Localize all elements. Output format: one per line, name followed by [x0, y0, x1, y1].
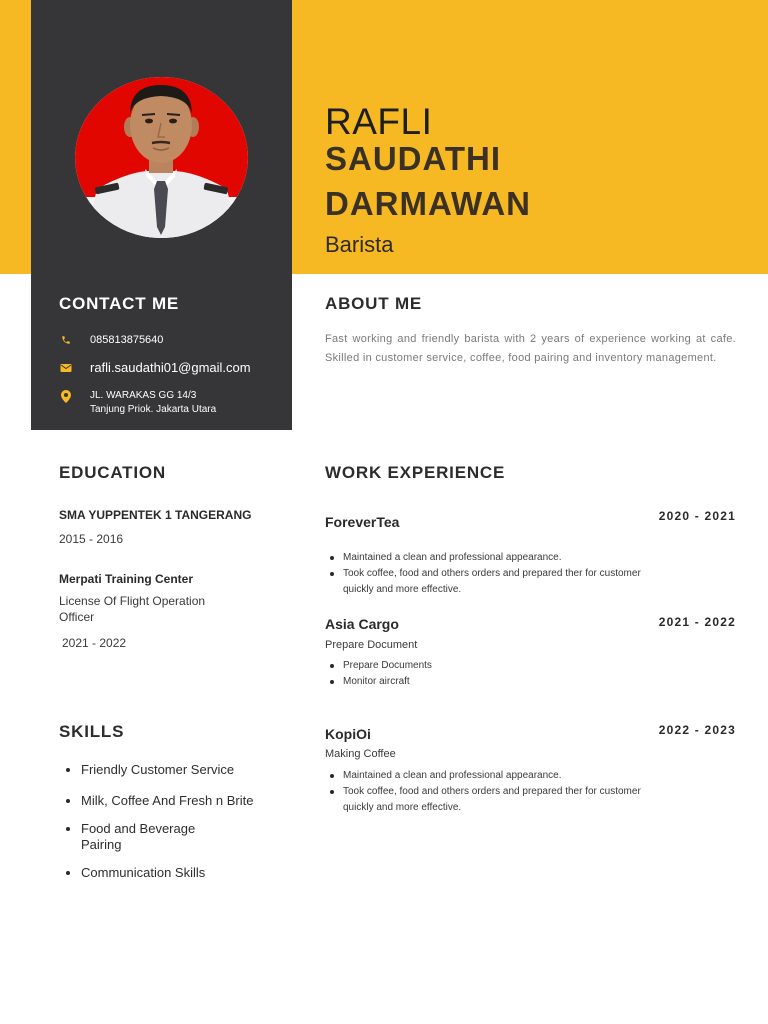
contact-heading: CONTACT ME	[59, 294, 180, 313]
job-company-1: ForeverTea	[325, 514, 400, 530]
skill-item: Friendly Customer Service	[64, 762, 274, 778]
education-program-2: License Of Flight Operation Officer	[59, 594, 206, 624]
about-text: Fast working and friendly barista with 2 years of experience working at cafe. Skilled in customer service, coffee, food pairing and inventory management.	[325, 333, 736, 364]
job-company-3: KopiOi	[325, 726, 371, 742]
education-years-2: 2021 - 2022	[62, 636, 127, 650]
work-heading: WORK EXPERIENCE	[325, 463, 506, 482]
skill-item: Communication Skills	[64, 865, 274, 881]
job-bullets-2	[325, 658, 645, 690]
list-item: Took coffee, food and others orders and prepared ther for customer quickly and more effective.	[325, 566, 645, 598]
job-years-3: 2022 - 2023	[658, 723, 736, 737]
about-heading: ABOUT ME	[325, 294, 423, 313]
job-title: Barista	[325, 232, 394, 257]
address-line-2: Tanjung Priok. Jakarta Utara	[90, 404, 217, 415]
first-name: RAFLI	[325, 101, 433, 142]
phone-icon	[59, 333, 73, 347]
location-pin-icon	[59, 389, 73, 403]
list-item: Maintained a clean and professional appearance.	[325, 550, 645, 566]
contact-email[interactable]: rafli.saudathi01@gmail.com	[90, 360, 251, 375]
skill-item: Food and Beverage Pairing	[64, 821, 224, 853]
contact-email-row	[59, 361, 251, 375]
contact-phone-row	[59, 333, 163, 347]
contact-phone[interactable]: 085813875640	[90, 334, 164, 346]
contact-address	[90, 389, 216, 417]
email-icon	[59, 361, 73, 375]
education-heading: EDUCATION	[59, 463, 166, 482]
job-years-1: 2020 - 2021	[658, 509, 736, 523]
list-item: Took coffee, food and others orders and prepared ther for customer quickly and more effective.	[325, 784, 645, 816]
list-item: Monitor aircraft	[325, 674, 645, 690]
list-item: Maintained a clean and professional appearance.	[325, 768, 645, 784]
job-bullets-1	[325, 550, 645, 598]
job-bullets-3	[325, 768, 645, 816]
address-line-1: JL. WARAKAS GG 14/3	[90, 390, 197, 401]
job-role-3: Making Coffee	[325, 748, 396, 760]
education-years-1: 2015 - 2016	[59, 532, 124, 546]
education-school-2: Merpati Training Center	[59, 572, 194, 586]
job-company-2: Asia Cargo	[325, 616, 399, 632]
job-years-2: 2021 - 2022	[658, 615, 736, 629]
skills-heading: SKILLS	[59, 722, 125, 741]
job-role-2: Prepare Document	[325, 639, 418, 651]
profile-photo	[75, 77, 248, 238]
education-school-1: SMA YUPPENTEK 1 TANGERANG	[59, 508, 252, 522]
last-name: SAUDATHI DARMAWAN	[325, 140, 531, 222]
list-item: Prepare Documents	[325, 658, 645, 674]
profile-photo-illustration	[75, 77, 248, 238]
contact-address-row	[59, 389, 216, 417]
skill-item: Milk, Coffee And Fresh n Brite	[64, 793, 274, 809]
